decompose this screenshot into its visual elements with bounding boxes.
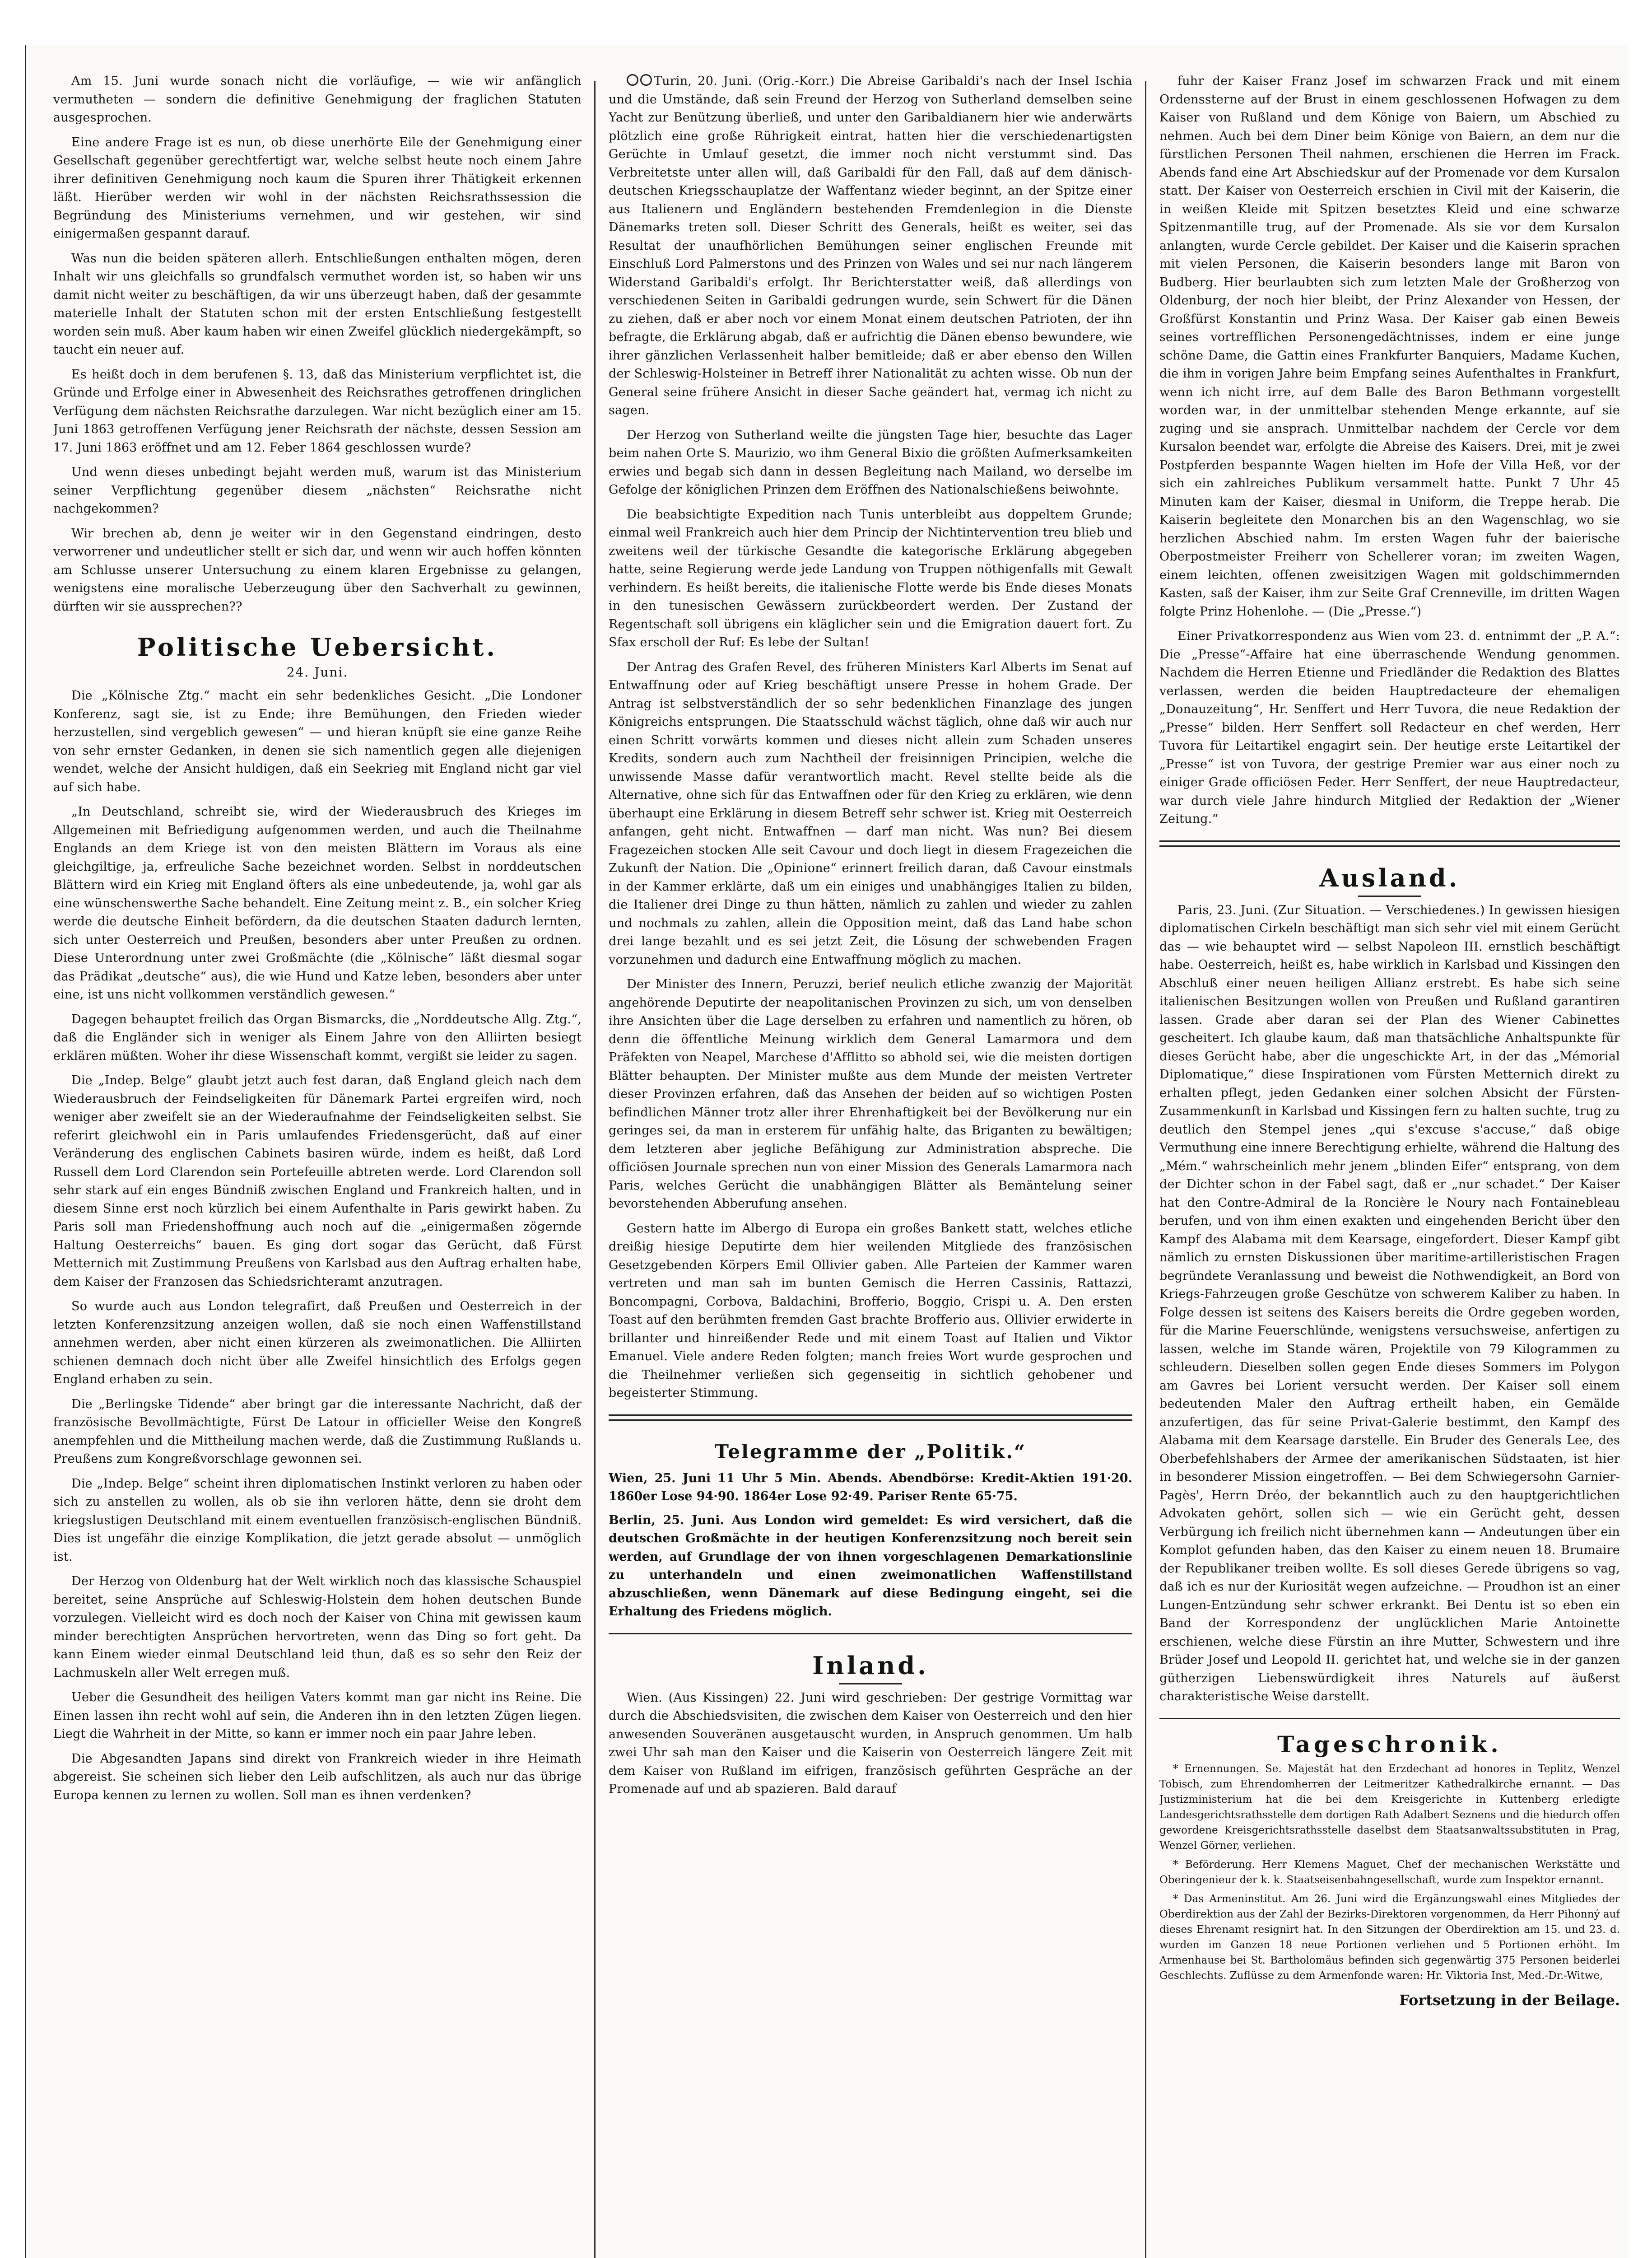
section-divider: [1159, 840, 1620, 847]
article-paragraph: Eine andere Frage ist es nun, ob diese unerhörte Eile der Genehmigung einer Gesellschaft gegenüber gerechtfertigt war, welche selbst heute noch einem Jahre ihrer definitiven Genehmigung noch kaum die Spuren ihrer Thätigkeit erkennen läßt. Hierüber werden wir wohl in der nächsten Reichsrathssession die Begründung des Ministeriums vernehmen, und wir gestehen, wir sind einigermaßen gespannt darauf.: [53, 135, 582, 241]
newspaper-page: [25, 45, 1628, 2258]
article-paragraph: Und wenn dieses unbedingt bejaht werden muß, warum ist das Ministerium seiner Verpflichtung gegenüber diesem „nächsten“ Reichsrathe nicht nachgekommen?: [53, 465, 582, 516]
section-title-ausland: Ausland.: [1319, 863, 1460, 892]
correspondent-mark-icon: [640, 74, 652, 86]
article-paragraph: Dagegen behauptet freilich das Organ Bismarcks, die „Norddeutsche Allg. Ztg.“, daß die Engländer sich in weniger als Einem Jahre von den Alliirten besiegt erklären müßten. Woher ihr diese Wissenschaft kommt, vergißt sie leider zu sagen.: [53, 1012, 582, 1063]
article-paragraph: Einer Privatkorrespondenz aus Wien vom 23. d. entnimmt der „P. A.“: Die „Presse“-Affaire hat eine überraschende Wendung genommen. Nachdem die Herren Etienne und Friedländer die Redaktion des Blattes verlassen, werden die beiden Hauptredacteure der ehemaligen „Donauzeitung“, Hr. Senffert und Herr Tuvora, die neue Redaktion der „Presse“ bilden. Herr Senffert soll Redacteur en chef werden, Herr Tuvora für Leitartikel engagirt sein. Der heutige erste Leitartikel der „Presse“ ist von Tuvora, der gestrige Premier war aus einer noch zu einiger Grade officiösen Feder. Herr Senffert, der neue Hauptredacteur, war durch viele Jahre hindurch Mitglied der Redaktion der „Wiener Zeitung.“: [1159, 629, 1620, 826]
section-title-telegramme: Telegramme der „Politik.“: [714, 1440, 1027, 1463]
telegram-item: Wien, 25. Juni 11 Uhr 5 Min. Abends. Abendbörse: Kredit-Aktien 191·20. 1860er Lose 94·90. 1864er Lose 92·49. Pariser Rente 65·75.: [609, 1471, 1132, 1503]
article-paragraph: Wir brechen ab, denn je weiter wir in den Gegenstand eindringen, desto verworrener und undeutlicher stellt er sich dar, und wenn wir auch hoffen könnten am Schlusse unserer Untersuchung zu einem klaren Ergebnisse zu gelangen, wenigstens eine moralische Ueberzeugung über den Sachverhalt zu gewinnen, dürften wir sie aussprechen??: [53, 526, 582, 614]
continued-in-supplement: Fortsetzung in der Beilage.: [1399, 1991, 1620, 2009]
article-paragraph: Der Minister des Innern, Peruzzi, berief neulich etliche zwanzig der Majorität angehörende Deputirte der neapolitanischen Provinzen zu sich, um von denselben ihre Ansichten über die Lage derselben zu erfahren und namentlich zu hören, ob denn die öffentliche Meinung wirklich dem General Lamarmora und dem Präfekten von Neapel, Marchese d'Afflitto so abhold sei, wie die meisten dortigen Blätter behaupten. Der Minister mußte aus dem Munde der meisten Vertreter dieser Provinzen erfahren, daß das Ansehen der beiden auf so wichtigen Posten befindlichen Männer trotz aller ihrer Ehrenhaftigkeit bei der Bevölkerung nur ein geringes sei, da man in ersterem für unfähig halte, das Briganten zu bewältigen; dem letzteren aber jegliche Befähigung zur Administration abspreche. Die officiösen Journale sprechen nun von einer Mission des Generals Lamarmora nach Paris, welches Gerücht die unabhängigen Blätter als Bemäntelung seiner bevorstehenden Abberufung ansehen.: [609, 977, 1132, 1211]
telegram-item: Berlin, 25. Juni. Aus London wird gemeldet: Es wird versichert, daß die deutschen Großmächte in der heutigen Konferenzsitzung noch bereit sein werden, auf Grundlage der von ihnen vorgeschlagenen Demarkationslinie zu unterhandeln und einen zweimonatlichen Waffenstillstand abzuschließen, wenn Dänemark auf diese Bedingung eingeht, sei die Erhaltung des Friedens möglich.: [609, 1513, 1132, 1619]
article-paragraph: „In Deutschland, schreibt sie, wird der Wiederausbruch des Krieges im Allgemeinen mit Befriedigung aufgenommen werden, und auch die Theilnahme Englands an dem Kriege ist von den meisten Blättern im Voraus als eine gleichgiltige, ja, erfreuliche Sache bezeichnet worden. Selbst in norddeutschen Blättern wird ein Krieg mit England öfters als eine unbedeutende, ja, wohl gar als eine wünschenswerthe Sache behandelt. Eine Zeitung meint z. B., ein solcher Krieg werde die deutsche Einheit befördern, da die deutschen Staaten dadurch lernten, sich unter Oesterreich und Preußen, besonders aber unter Preußen zu ordnen. Diese Unterordnung unter zwei Großmächte (die „Kölnische“ läßt diesmal sogar das Prädikat „deutsche“ aus), die wie Hund und Katze leben, besonders aber unter eine, ist uns nicht vollkommen verständlich gewesen.“: [53, 805, 582, 1002]
section-title-inland: Inland.: [812, 1651, 929, 1680]
article-paragraph-turin: [609, 72, 1132, 420]
section-divider: [1159, 1718, 1620, 1719]
section-divider: [609, 1414, 1132, 1421]
article-paragraph: Die „Indep. Belge“ scheint ihren diplomatischen Instinkt verloren zu haben oder sich zu anstellen zu wollen, als ob sie ihn verloren hätte, denn sie droht dem kriegslustigen Deutschland mit einem eventuellen französisch-englischen Bündniß. Dies ist ungefähr die einzige Komplikation, die jetzt gerade absolut — unmöglich ist.: [53, 1476, 582, 1564]
column-rule: [594, 81, 596, 2258]
article-paragraph: So wurde auch aus London telegrafirt, daß Preußen und Oesterreich in der letzten Konferenzsitzung anzeigen wollen, daß sie noch einen Waffenstillstand annehmen werden, aber nicht einen kürzeren als zweimonatlichen. Die Alliirten schienen demnach doch nicht über alle Zweifel hinsichtlich des Erfolgs gegen England erhaben zu sein.: [53, 1299, 582, 1386]
column-middle: [609, 72, 1132, 2258]
article-paragraph: Gestern hatte im Albergo di Europa ein großes Bankett statt, welches etliche dreißig hiesige Deputirte dem hier weilenden Mitgliede des französischen Gesetzgebenden Körpers Emil Ollivier gaben. Alle Parteien der Kammer waren vertreten und man sah im bunten Gemisch die Herren Cassinis, Rattazzi, Boncompagni, Corbova, Baldachini, Brofferio, Boggio, Crispi u. A. Den ersten Toast auf den berühmten fremden Gast brachte Brofferio aus. Ollivier erwiderte in brillanter und hinreißender Rede und mit einem Toast auf Italien und Viktor Emanuel. Viele andere Reden folgten; manch freies Wort wurde gesprochen und die Theilnehmer verließen sich gegenseitig in sichtlich gehobener und begeisterter Stimmung.: [609, 1221, 1132, 1400]
column-left: [53, 72, 582, 2258]
title-underline: [1358, 896, 1421, 897]
article-paragraph: Wien. (Aus Kissingen) 22. Juni wird geschrieben: Der gestrige Vormittag war durch die Abschiedsvisiten, die zwischen dem Kaiser von Oesterreich und den hier anwesenden Souveränen ausgetauscht wurden, in Anspruch genommen. Um halb zwei Uhr sah man den Kaiser und die Kaiserin von Oesterreich längere Zeit mit dem Kaiser von Rußland im eifrigen, französisch geführten Gespräche an der Promenade auf und ab spazieren. Bald darauf: [609, 1690, 1132, 1796]
section-title-politische-uebersicht: Politische Uebersicht.: [137, 633, 498, 662]
article-paragraph: Die „Berlingske Tidende“ aber bringt gar die interessante Nachricht, daß der französische Bevollmächtigte, Fürst De Latour in officieller Weise den Kongreß anempfehlen und die Mittheilung machen werde, daß die Zustimmung Rußlands u. Preußens zum Kongreßvorschlage gewonnen sei.: [53, 1397, 582, 1466]
correspondent-mark-icon: [627, 74, 638, 86]
article-paragraph: Der Herzog von Oldenburg hat der Welt wirklich noch das klassische Schauspiel bereitet, seine Ansprüche auf Schleswig-Holstein dem hohen deutschen Bunde vorzulegen. Vielleicht wird es doch noch der Kaiser von China mit gewissen kaum minder berechtigten Ansprüchen hervortreten, wenn das Ding so fort geht. Da kann Einem wieder einmal Deutschland leid thun, daß es so sehr den Reiz der Lachmuskeln aller Welt erregen muß.: [53, 1574, 582, 1680]
article-paragraph: Die beabsichtigte Expedition nach Tunis unterbleibt aus doppeltem Grunde; einmal weil Frankreich auch hier dem Princip der Nichtintervention treu blieb und zweitens weil der türkische Gesandte die kategorische Erklärung abgegeben hatte, seine Regierung werde jede Landung von Truppen nöthigenfalls mit Gewalt verhindern. Es heißt bereits, die italienische Flotte werde bis Ende dieses Monats in den tunesischen Gewässern zurückbeordert werden. Der Zustand der Regentschaft soll übrigens ein kläglicher sein und die Emigration dauert fort. Zu Sfax erscholl der Ruf: Es lebe der Sultan!: [609, 507, 1132, 649]
chronicle-item: * Beförderung. Herr Klemens Maguet, Chef der mechanischen Werkstätte und Oberingenieur der k. k. Staatseisenbahngesellschaft, wurde zum Inspektor ernannt.: [1159, 1858, 1620, 1886]
turin-text: Turin, 20. Juni. (Orig.-Korr.) Die Abreise Garibaldi's nach der Insel Ischia und die Umstände, daß sein Freund der Herzog von Sutherland demselben seine Yacht zur Benützung überließ, und unter den Garibaldianern hier wie anderwärts plötzlich eine große Rührigkeit eintrat, hatten hier die verschiedenartigsten Gerüchte in Umlauf gesetzt, die immer noch nicht verstummt sind. Das Verbreitetste unter allen will, daß Garibaldi für den Fall, daß auf dem dänisch-deutschen Kriegsschauplatze der Waffentanz wieder beginnt, an der Spitze einer aus Italienern und Engländern bestehenden Fremdenlegion in die Dienste Dänemarks treten soll. Dieser Schritt des Generals, heißt es weiter, sei das Resultat der unaufhörlichen Bemühungen seiner englischen Freunde mit Einschluß Lord Palmerstons und des Prinzen von Wales und sei nur nach längerem Widerstand Garibaldi's erfolgt. Ihr Berichterstatter weiß, daß allerdings von verschiedenen Seiten in Garibaldi gedrungen wurde, sein Schwert für die Dänen zu ziehen, daß er aber noch vor einem Monat einem deutschen Patrioten, der ihn befragte, die Erklärung abgab, daß er aufrichtig die Dänen ebenso bewundere, wie ihrer gänzlichen Verlassenheit halber bemitleide; daß er aber ebenso den Willen der Schleswig-Holsteiner in Betreff ihrer Nationalität zu achten wisse. Ob nun der General seine frühere Ansicht in dieser Sache geändert hat, vermag ich nicht zu sagen.: [609, 74, 1132, 417]
section-dateline: 24. Juni.: [286, 665, 349, 680]
article-paragraph: Es heißt doch in dem berufenen §. 13, daß das Ministerium verpflichtet ist, die Gründe und Erfolge einer in Abwesenheit des Reichsrathes getroffenen dringlichen Verfügung dem nächsten Reichsrathe darzulegen. War nicht bezüglich einer am 15. Juni 1863 getroffenen Verfügung jener Reichsrath der nächste, dessen Session am 17. Juni 1863 eröffnet und am 12. Feber 1864 geschlossen wurde?: [53, 367, 582, 455]
article-paragraph: Die „Indep. Belge“ glaubt jetzt auch fest daran, daß England gleich nach dem Wiederausbruch der Feindseligkeiten für Dänemark Partei ergreifen wird, noch weniger aber zweifelt sie an der Wiederaufnahme der Feindseligkeiten selbst. Sie referirt gleichwohl ein in Paris umlaufendes Friedensgerücht, daß auf einer Veränderung des englischen Cabinets basiren würde, indem es heißt, daß Lord Russell dem Lord Clarendon sein Portefeuille abtreten werde. Lord Clarendon soll sehr stark auf ein enges Bündniß zwischen England und Frankreich halten, und in diesem Sinne erst noch kürzlich bei einem Aufenthalte in Paris gewirkt haben. Zu Paris soll man Friedenshoffnung auch noch auf die „einigermaßen zögernde Haltung Oesterreichs“ bauen. Es ging dort sogar das Gerücht, daß Fürst Metternich mit Zustimmung Preußens von Karlsbad aus den Auftrag erhalten habe, dem Kaiser der Franzosen das Schiedsrichteramt anzutragen.: [53, 1073, 582, 1289]
article-paragraph: Die „Kölnische Ztg.“ macht ein sehr bedenkliches Gesicht. „Die Londoner Konferenz, sagt sie, ist zu Ende; ihre Bemühungen, den Frieden wieder herzustellen, sind vergeblich gewesen“ — und hieran knüpft sie eine ganze Reihe von sehr ernster Gedanken, in denen sie sich namentlich gegen alle diejenigen wendet, welche der Ansicht huldigen, daß ein Seekrieg mit England nicht gar viel auf sich habe.: [53, 689, 582, 794]
article-paragraph: Die Abgesandten Japans sind direkt von Frankreich wieder in ihre Heimath abgereist. Sie scheinen sich lieber den Leib aufschlitzen, als auch nur das übrige Europa kennen zu lernen zu wollen. Soll man es ihnen verdenken?: [53, 1751, 582, 1802]
chronicle-item: * Ernennungen. Se. Majestät hat den Erzdechant ad honores in Teplitz, Wenzel Tobisch, zum Ehrendomherren der Leitmeritzer Kathedralkirche ernannt. — Das Justizministerium hat die bei dem Kreisgerichte in Kuttenberg erledigte Landesgerichtsrathsstelle dem dortigen Rath Adalbert Seznens und die hiedurch offen gewordene Kreisgerichtsrathsstelle daselbst dem Staatsanwaltssubstituten in Prag, Wenzel Görner, verliehen.: [1159, 1763, 1620, 1852]
article-paragraph: Paris, 23. Juni. (Zur Situation. — Verschiedenes.) In gewissen hiesigen diplomatischen Cirkeln beschäftigt man sich sehr viel mit einem Gerücht das — wie behauptet wird — selbst Napoleon III. ernstlich beschäftigt habe. Oesterreich, heißt es, habe wirklich in Karlsbad und Kissingen den Abschluß einer neuen heiligen Allianz erstrebt. Es habe sich seine italienischen Besitzungen wollen von Preußen und Rußland garantiren lassen. Grade aber daran sei der Plan des Wiener Cabinettes gescheitert. Ich glaube kaum, daß man thatsächliche Anhaltspunkte für dieses Gerücht habe, aber die ungeschickte Art, in der das „Mémorial Diplomatique,“ diese Inspirationen vom Fürsten Metternich direkt zu erhalten pflegt, jeden Gedanken einer solchen Absicht der Fürsten-Zusammenkunft in Karlsbad und Kissingen fern zu halten suchte, trug zu deutlich den Stempel jenes „qui s'excuse s'accuse,“ daß obige Vermuthung eine innere Berechtigung erhielte, während die Haltung des „Mém.“ wahrscheinlich mehr jenem „blinden Eifer“ entsprang, von dem der Dichter schon in der Fabel sagt, daß er „nur schadet.“ Der Kaiser hat den Contre-Admiral de la Roncière le Noury nach Fontainebleau berufen, und von ihm einen exakten und eingehenden Bericht über den Kampf des Alabama mit dem Kearsage, eingefordert. Dieser Kampf gibt nämlich zu ernsten Diskussionen über maritime-artilleristischen Fragen begründete Veranlassung und beweist die Nothwendigkeit, an Bord von Kriegs-Fahrzeugen große Geschütze von schwerem Kaliber zu haben. In Folge dessen ist seitens des Kaisers bereits die Ordre gegeben worden, für die Marine Feuerschlünde, wenigstens versuchsweise, anfertigen zu lassen, welche im Stande wären, Projektile von 79 Kilogrammen zu schleudern. Dieselben sollen gegen Ende dieses Sommers im Polygon am Gavres bei Lorient versucht werden. Der Kaiser soll einem bedeutenden Maler den Auftrag ertheilt haben, ein Gemälde anzufertigen, das für seine Privat-Galerie bestimmt, den Kampf des Alabama mit dem Kearsage darstelle. Ein Bruder des Generals Lee, des Oberbefehlshabers der Armee der amerikanischen Südstaaten, ist hier in besonderer Mission eingetroffen. — Bei dem Schwiegersohn Garnier-Pagès', Herrn Dréo, der bekanntlich auch zu den hauptgerichtlichen Advokaten gehört, sollen sich — wie ein Gerücht geht, dessen Verbürgung ich freilich nicht übernehmen kann — Andeutungen über ein Komplot gefunden haben, das den Kaiser zu einem neuen 18. Brumaire der Republikaner treiben wollte. Es soll dieses Gerede übrigens so vag, daß ich es nur der Kuriosität wegen aufzeichne. — Proudhon ist an einer Lungen-Entzündung sehr schwer erkrankt. Bei Dentu ist so eben ein Band der Korrespondenz der unglücklichen Marie Antoinette erschienen, welche diese Fürstin an ihre Mutter, Schwestern und ihre Brüder Josef und Leopold II. gerichtet hat, und welche sie in der ganzen gütherzigen Liebenswürdigkeit ihres Naturels auf äußerst charakteristische Weise darstellt.: [1159, 903, 1620, 1703]
article-paragraph: fuhr der Kaiser Franz Josef im schwarzen Frack und mit einem Ordenssterne auf der Brust in einem geschlossenen Hofwagen zu dem Kaiser von Rußland und dem Könige von Baiern, um Abschied zu nehmen. Auch bei dem Diner beim Könige von Baiern, an dem nur die fürstlichen Personen Theil nahmen, erschienen die Herren im Frack. Abends fand eine Art Abschiedskur auf der Promenade vor dem Kursalon statt. Der Kaiser von Oesterreich erschien in Civil mit der Kaiserin, die in weißen Kleide mit Spitzen besetztes Kleid und eine schwarze Spitzenmantille trug, auf der Promenade. Als sie vor dem Kursalon anlangten, wurde Cercle gebildet. Der Kaiser und die Kaiserin sprachen mit vielen Personen, die Kaiserin besonders lange mit Baron von Budberg. Hier beurlaubten sich zum letzten Male der Großherzog von Oldenburg, der noch hier bleibt, der Prinz Alexander von Hessen, der Großfürst Konstantin und Prinz Wasa. Der Kaiser gab einen Beweis seines vortrefflichen Personengedächtnisses, indem er eine junge schöne Dame, die Gattin eines Frankfurter Banquiers, Madame Kuchen, die ihm in vorigen Jahre beim Empfang seines Aufenthaltes in Frankfurt, wenn ich nicht irre, auf dem Balle des Baron Bethmann vorgestellt worden war, in der unmittelbar stehenden Menge erkannte, auf sie zuging und sie ansprach. Unmittelbar nachdem der Cercle vor dem Kursalon beendet war, erfolgte die Abreise des Kaisers. Drei, mit je zwei Postpferden bespannte Wagen hielten im Hofe der Villa Heß, vor der sich ein zahlreiches Publikum versammelt hatte. Punkt 7 Uhr 45 Minuten kam der Kaiser, diesmal in Uniform, die Treppe herab. Die Kaiserin begleitete den Monarchen bis an den Wagenschlag, wo sie herzlichen Abschied nahm. Im ersten Wagen fuhr der baierische Oberpostmeister Freiherr von Schellerer voran; im zweiten Wagen, einem leichten, offenen zweisitzigen Wagen mit goldschimmernden Kasten, saß der Kaiser, ihm zur Seite Graf Crenneville, im dritten Wagen folgte Prinz Hohenlohe. — (Die „Presse.“): [1159, 74, 1620, 619]
column-right: [1159, 72, 1620, 2258]
section-divider: [609, 1633, 1132, 1634]
article-paragraph: Ueber die Gesundheit des heiligen Vaters kommt man gar nicht ins Reine. Die Einen lassen ihn recht wohl auf sein, die Anderen ihn in den letzten Zügen liegen. Liegt die Wahrheit in der Mitte, so kann er immer noch ein paar Jahre leben.: [53, 1690, 582, 1741]
chronicle-item: * Das Armeninstitut. Am 26. Juni wird die Ergänzungswahl eines Mitgliedes der Oberdirektion aus der Zahl der Bezirks-Direktoren vorgenommen, da Herr Pihonný auf dieses Ehrenamt resignirt hat. In den Sitzungen der Oberdirektion am 15. und 23. d. wurden im Ganzen 18 neue Portionen verliehen und 5 Portionen erhöht. Im Armenhause bei St. Bartholomäus befinden sich gegenwärtig 375 Personen beiderlei Geschlechts. Zuflüsse zu dem Armenfonde waren: Hr. Viktoria Inst, Med.-Dr.-Witwe,: [1159, 1893, 1620, 1982]
article-paragraph: Was nun die beiden späteren allerh. Entschließungen enthalten mögen, deren Inhalt wir uns gleichfalls so grundfalsch vermuthet worden ist, so haben wir uns damit nicht weiter zu beschäftigen, da wir uns überzeugt haben, daß der gesammte materielle Inhalt der Statuten schon mit der ersten Entschließung festgestellt worden sein muß. Aber kaum haben wir einen Zweifel glücklich niedergekämpft, so taucht ein neuer auf.: [53, 251, 582, 357]
article-paragraph: Der Herzog von Sutherland weilte die jüngsten Tage hier, besuchte das Lager beim nahen Orte S. Maurizio, wo ihm General Bixio die größten Aufmerksamkeiten erwies und begab sich dann in dessen Begleitung nach Mailand, wo derselbe im Gefolge der königlichen Prinzen dem Eröffnen des Nationalschießens beiwohnte.: [609, 428, 1132, 497]
column-rule: [1145, 81, 1146, 2258]
title-underline: [839, 1683, 902, 1684]
article-paragraph: Der Antrag des Grafen Revel, des früheren Ministers Karl Alberts im Senat auf Entwaffnung oder auf Krieg beschäftigt unsere Presse in hohem Grade. Der Antrag ist selbstverständlich der so sehr bedenklichen Finanzlage des jungen Königreichs entsprungen. Die Staatsschuld wächst täglich, ohne daß wir auch nur einen Schritt vorwärts kommen und dieses nicht allein zum Schaden unseres Kredits, sondern auch zum Nachtheil der freisinnigen Principien, welche die unwissende Masse dafür verantwortlich macht. Revel stellte beide als die Alternative, ohne sich für das Entwaffnen oder für den Krieg zu erklären, wie denn überhaupt eine Erklärung in diesem Betreff sehr schwer ist. Krieg mit Oesterreich anfangen, geht nicht. Entwaffnen — darf man nicht. Was nun? Bei diesem Fragezeichen stocken Alle seit Cavour und doch liegt in diesem Fragezeichen die Zukunft der Nation. Die „Opinione“ erinnert freilich daran, daß Cavour einstmals in der Kammer erklärte, daß um ein einiges und unabhängiges Italien zu bilden, die Italiener drei Dinge zu thun hätten, nämlich zu zahlen und wieder zu zahlen und nochmals zu zahlen, allein die Opposition meint, daß das Land habe schon drei lange bezahlt und es sei jetzt Zeit, die Lösung der schwebenden Fragen vorzunehmen und dadurch eine Entwaffnung möglich zu machen.: [609, 660, 1132, 967]
article-paragraph: Am 15. Juni wurde sonach nicht die vorläufige, — wie wir anfänglich vermutheten — sondern die definitive Genehmigung der fraglichen Statuten ausgesprochen.: [53, 74, 582, 125]
section-title-tageschronik: Tageschronik.: [1277, 1731, 1502, 1758]
